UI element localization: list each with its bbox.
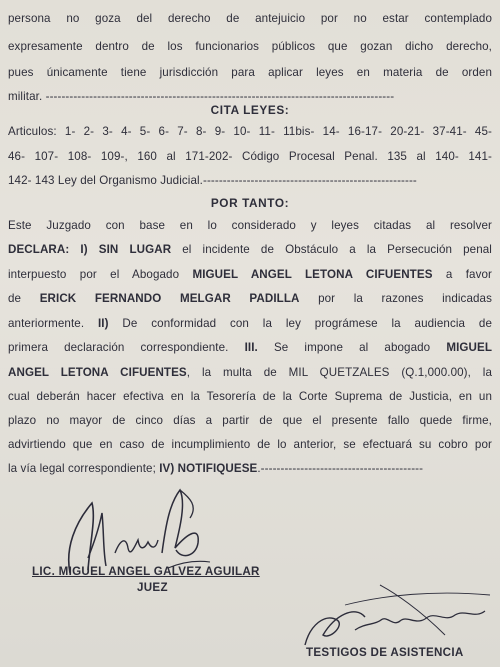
lawyer-name: MIGUEL: [446, 341, 492, 354]
line-text: por la razones indicadas: [299, 292, 492, 305]
por-tanto-heading: POR TANTO:: [210, 196, 290, 210]
body-line: 46- 107- 108- 109-, 160 al 171-202- Código Procesal Penal. 135 al 140- 141-: [8, 150, 492, 163]
line-text: .-----------------------------------------: [257, 462, 424, 475]
line-text: interpuesto por el Abogado: [8, 268, 193, 281]
judge-title: JUEZ: [137, 581, 168, 594]
line-text: a favor: [432, 268, 492, 281]
body-line: pues únicamente tiene jurisdicción para aplicar leyes en materia de orden: [8, 66, 492, 79]
body-line: [8, 366, 492, 380]
body-line: [8, 292, 492, 306]
cita-leyes-heading: CITA LEYES:: [210, 103, 290, 117]
lawyer-name: MIGUEL ANGEL LETONA CIFUENTES: [192, 268, 433, 281]
line-text: el incidente de Obstáculo a la Persecución penal: [171, 243, 492, 256]
accused-name: ERICK FERNANDO MELGAR PADILLA: [39, 292, 300, 305]
lawyer-name: ANGEL LETONA CIFUENTES: [8, 366, 187, 379]
body-line: Articulos: 1- 2- 3- 4- 5- 6- 7- 8- 9- 10- 11- 11bis- 14- 16-17- 20-21- 37-41- 45-: [8, 125, 492, 138]
body-line: cual deberán hacer efectiva en la Tesorería de la Corte Suprema de Justicia, en un: [8, 390, 492, 403]
body-line: 142- 143 Ley del Organismo Judicial.------------------------------------------------------: [8, 174, 417, 187]
line-text: Se impone al abogado: [257, 341, 447, 354]
line-text: De conformidad con la ley prográmese la audiencia de: [108, 317, 492, 330]
line-text: la vía legal correspondiente;: [8, 462, 160, 475]
body-line: militar. ----------------------------------------------------------------------------------------: [8, 90, 395, 103]
body-line: [8, 243, 492, 257]
line-text: de: [8, 292, 40, 305]
body-line: [8, 268, 492, 282]
line-text: anteriormente.: [8, 317, 98, 330]
body-line: expresamente dentro de los funcionarios públicos que gozan dicho derecho,: [8, 40, 492, 53]
witnesses-label: TESTIGOS DE ASISTENCIA: [306, 646, 464, 659]
body-line: persona no goza del derecho de antejuicio por no estar contemplado: [8, 12, 492, 25]
judge-name: LIC. MIGUEL ANGEL GALVEZ AGUILAR: [32, 565, 260, 578]
body-line: plazo no mayor de cinco días a partir de que el presente fallo quede firme,: [8, 414, 492, 427]
body-line: [8, 462, 492, 476]
line-text: primera declaración correspondiente.: [8, 341, 245, 354]
notifiquese-label: IV) NOTIFIQUESE: [159, 462, 258, 475]
body-line: [8, 341, 492, 355]
numeral-ii: II): [97, 317, 109, 330]
numeral-iii: III.: [244, 341, 258, 354]
declara-label: DECLARA: I) SIN LUGAR: [8, 243, 172, 256]
body-line: advirtiendo que en caso de incumplimiento de lo anterior, se efectuará su cobro por: [8, 438, 492, 451]
body-line: [8, 317, 492, 331]
body-line: Este Juzgado con base en lo considerado y leyes citadas al resolver: [8, 219, 492, 232]
judge-signature: [30, 478, 230, 578]
line-text: , la multa de MIL QUETZALES (Q.1,000.00), la: [186, 366, 493, 379]
